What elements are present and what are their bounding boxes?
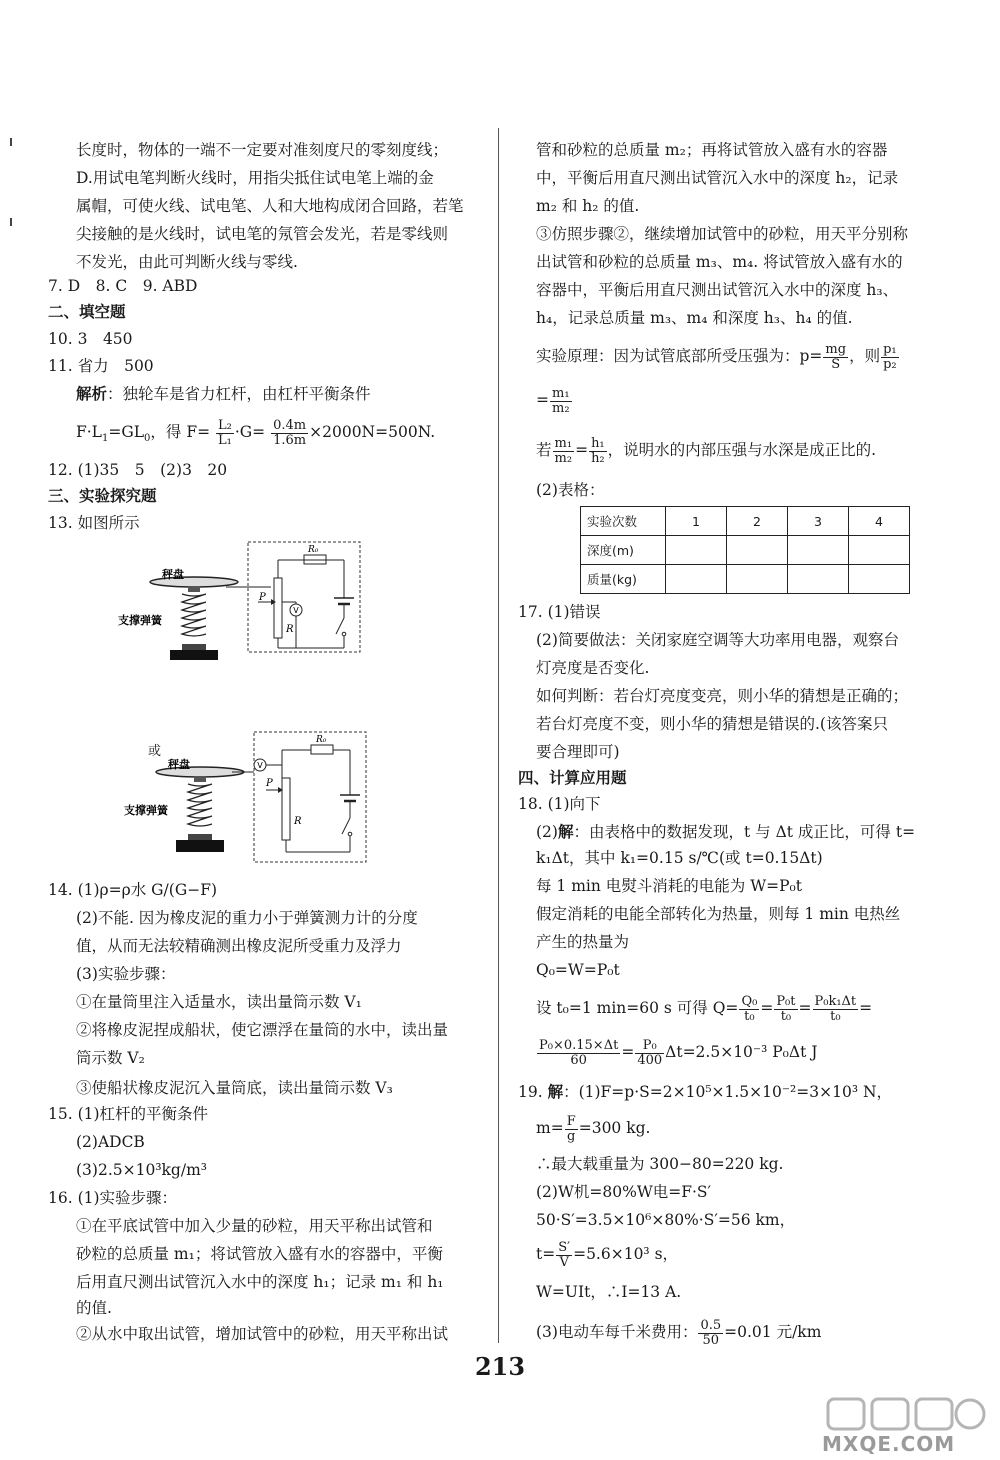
table-row — [581, 507, 910, 536]
numerator: mg — [825, 341, 847, 357]
text-part: ，说明水的内部压强与水深是成正比的. — [607, 441, 877, 459]
text-part: ：(1)F=p·S=2×10⁵×1.5×10⁻²=3×10³ N， — [563, 1083, 893, 1101]
table-cell — [666, 565, 727, 594]
answer-17-3: 如何判断：若台灯亮度变亮，则小华的猜想是正确的； — [536, 687, 909, 705]
table-row — [581, 565, 910, 594]
answer-14-2b: 值，从而无法较精确测出橡皮泥所受重力及浮力 — [76, 937, 402, 955]
circuit-diagram — [126, 730, 426, 870]
step-16-1c: 后用直尺测出试管沉入水中的深度 h₁；记录 m₁ 和 h₁ — [76, 1273, 444, 1291]
equals: = — [798, 999, 812, 1017]
denominator: t₀ — [830, 1008, 841, 1024]
denominator: V — [559, 1254, 569, 1270]
text-line: 管和砂粒的总质量 m₂；再将试管放入盛有水的容器 — [536, 141, 888, 159]
section-heading-fill-in: 二、填空题 — [48, 303, 126, 321]
fraction — [553, 437, 575, 466]
numerator: 0.5 — [700, 1317, 722, 1333]
analysis-11 — [76, 384, 371, 404]
text-part: m= — [536, 1119, 564, 1137]
numerator: 0.4m — [273, 417, 307, 433]
answer-17-3c: 要合理即可) — [536, 743, 620, 761]
p-label: P — [266, 778, 273, 789]
answer-19-5: 50·S′=3.5×10⁶×80%·S′=56 km， — [536, 1211, 796, 1229]
data-table — [580, 506, 910, 594]
denominator: m₂ — [552, 400, 570, 416]
voltmeter-label: V — [293, 606, 299, 615]
answer-11: 11. 省力 500 — [48, 357, 154, 375]
table-cell — [727, 536, 788, 565]
answer-18-7: Q₀=W=P₀t — [536, 961, 620, 979]
text-line: m₂ 和 h₂ 的值. — [536, 197, 640, 215]
answer-19-7: W=UIt，∴I=13 A. — [536, 1283, 682, 1301]
margin-mark — [10, 138, 12, 146]
step-16-1b: 砂粒的总质量 m₁；将试管放入盛有水的容器中，平衡 — [76, 1245, 443, 1263]
conclusion-line — [536, 432, 876, 468]
answer-18-1: 18. (1)向下 — [518, 795, 601, 813]
r-label: R — [294, 816, 302, 827]
step-16-2: ②从水中取出试管，增加试管中的砂粒，用天平称出试 — [76, 1325, 449, 1343]
text-part: Δt=2.5×10⁻³ P₀Δt J — [665, 1043, 818, 1061]
step-2: ②将橡皮泥捏成船状，使它漂浮在量筒的水中，读出量 — [76, 1021, 449, 1039]
table-cell — [727, 565, 788, 594]
numerator: P₀k₁Δt — [814, 993, 857, 1009]
table-cell: 实验次数 — [581, 507, 666, 536]
table-label: (2)表格： — [536, 481, 605, 499]
formula-part: ×2000N=500N. — [309, 423, 436, 441]
table-cell — [849, 536, 910, 565]
numerator: P₀t — [776, 993, 796, 1009]
answer-19-8 — [536, 1314, 821, 1350]
step-16-1d: 的值. — [76, 1299, 112, 1317]
denominator: g — [567, 1128, 576, 1144]
answer-7-9: 7. D 8. C 9. ABD — [48, 277, 198, 295]
analysis-label: 解析 — [76, 384, 108, 403]
step-2b: 筒示数 V₂ — [76, 1049, 145, 1067]
answer-12: 12. (1)35 5 (2)3 20 — [48, 461, 228, 479]
text-line: ③仿照步骤②，继续增加试管中的砂粒，用天平分别称 — [536, 225, 909, 243]
r0-label: R₀ — [308, 545, 319, 555]
text-part: =5.6×10³ s， — [573, 1245, 679, 1263]
spring-label: 支撑弹簧 — [118, 614, 162, 627]
fraction — [813, 995, 859, 1024]
numerator: m₁ — [552, 385, 570, 401]
answer-15-3: (3)2.5×10³kg/m³ — [76, 1161, 207, 1179]
answer-14-1: 14. (1)ρ=ρ水 G/(G−F) — [48, 881, 217, 899]
fraction — [537, 1039, 620, 1068]
denominator: h₂ — [591, 450, 605, 466]
answer-17-3b: 若台灯亮度不变，则小华的猜想是错误的.(该答案只 — [536, 715, 888, 733]
text-line: h₄，记录总质量 m₃、m₄ 和深度 h₃、h₄ 的值. — [536, 309, 853, 327]
denominator: t₀ — [744, 1008, 755, 1024]
answer-18-4: 每 1 min 电熨斗消耗的电能为 W=P₀t — [536, 877, 802, 895]
equals: = — [621, 1043, 635, 1061]
denominator: 50 — [702, 1332, 720, 1348]
section-heading-calc: 四、计算应用题 — [518, 769, 627, 787]
column-divider — [498, 128, 499, 1343]
table-cell — [788, 565, 849, 594]
answer-16-1: 16. (1)实验步骤： — [48, 1189, 178, 1207]
numerator: p₁ — [883, 341, 897, 357]
text-part: ，则 — [849, 347, 881, 365]
table-cell: 3 — [788, 507, 849, 536]
spring-label: 支撑弹簧 — [124, 804, 168, 817]
fraction — [823, 343, 848, 372]
text-line: 不发光，由此可判断火线与零线. — [76, 253, 298, 271]
answer-18-3: k₁Δt，其中 k₁=0.15 s/℃(或 t=0.15Δt) — [536, 849, 823, 867]
circuit-figure-2 — [126, 730, 426, 870]
table-cell: 质量(kg) — [581, 565, 666, 594]
denominator: 400 — [637, 1052, 663, 1068]
table-cell: 深度(m) — [581, 536, 666, 565]
formula-part: ，得 F= — [150, 423, 211, 441]
fraction — [774, 995, 797, 1024]
circuit-diagram — [118, 540, 426, 680]
answer-19-4: (2)W机=80%W电=F·S′ — [536, 1183, 712, 1201]
text-part: 设 t₀=1 min=60 s 可得 Q= — [536, 999, 739, 1017]
equals: = — [760, 999, 774, 1017]
voltmeter-label: V — [257, 761, 263, 770]
pan-label: 秤盘 — [162, 568, 184, 581]
section-heading-experiment: 三、实验探究题 — [48, 487, 157, 505]
fraction — [698, 1319, 723, 1348]
text-part: t= — [536, 1245, 556, 1263]
page-number: 213 — [474, 1352, 526, 1381]
numerator: S′ — [558, 1239, 571, 1255]
text-line: 容器中，平衡后用直尺测出试管沉入水中的深度 h₃、 — [536, 281, 899, 299]
fraction — [635, 1039, 664, 1068]
table-cell — [788, 536, 849, 565]
text-part: = — [536, 391, 549, 409]
denominator: 60 — [570, 1052, 587, 1068]
table-cell: 1 — [666, 507, 727, 536]
pan-label: 秤盘 — [168, 758, 190, 771]
formula-part: F·L — [76, 423, 102, 441]
answer-19-2 — [536, 1110, 650, 1146]
fraction — [556, 1241, 572, 1270]
numerator: P₀×0.15×Δt — [539, 1037, 619, 1053]
answer-19-3: ∴最大载重量为 300−80=220 kg. — [536, 1155, 784, 1173]
fraction — [881, 343, 899, 372]
watermark-text: MXQE.COM — [822, 1432, 956, 1456]
formula-part: =GL — [108, 423, 145, 441]
answer-19-6 — [536, 1236, 678, 1272]
answer-13: 13. 如图所示 — [48, 514, 140, 532]
denominator: 1.6m — [273, 432, 307, 448]
text-line: 尖接触的是火线时，试电笔的氖管会发光，若是零线则 — [76, 225, 449, 243]
answer-17-2: (2)简要做法：关闭家庭空调等大功率用电器，观察台 — [536, 631, 899, 649]
denominator: t₀ — [780, 1008, 792, 1024]
text-part: 实验原理：因为试管底部所受压强为：p= — [536, 347, 823, 365]
step-3: ③使船状橡皮泥沉入量筒底，读出量筒示数 V₃ — [76, 1079, 393, 1097]
fraction — [550, 387, 572, 416]
answer-17-1: 17. (1)错误 — [518, 603, 601, 621]
text-part: ：由表格中的数据发现，t 与 Δt 成正比，可得 t= — [573, 823, 916, 841]
fraction — [589, 437, 607, 466]
fraction — [739, 995, 759, 1024]
formula-11: $F\cdot L_1=GL_0$，得 F= $\frac{\text{L₂}}{\text{L₁}}$ ·G= $\frac{0.4m}{1.6m}$ ×2000N=500N. — [76, 417, 436, 448]
answer-15-2: (2)ADCB — [76, 1133, 145, 1151]
answer-18-2 — [536, 822, 915, 842]
answer-10: 10. 3 450 — [48, 330, 133, 348]
answer-19-1 — [518, 1082, 892, 1102]
text-line: 属帽，可使火线、试电笔、人和大地构成闭合回路，若笔 — [76, 197, 464, 215]
text-line: 长度时，物体的一端不一定要对准刻度尺的零刻度线； — [76, 141, 449, 159]
principle-line-2 — [536, 382, 573, 418]
answer-14-3: (3)实验步骤： — [76, 965, 176, 983]
step-16-1: ①在平底试管中加入少量的砂粒，用天平称出试管和 — [76, 1217, 433, 1235]
circuit-figure-1 — [118, 540, 426, 680]
text-part: (3)电动车每千米费用： — [536, 1323, 698, 1341]
step-1: ①在量筒里注入适量水，读出量筒示数 V₁ — [76, 993, 362, 1011]
text-line: 出试管和砂粒的总质量 m₃、m₄. 将试管放入盛有水的 — [536, 253, 903, 271]
answer-18-5: 假定消耗的电能全部转化为热量，则每 1 min 电热丝 — [536, 905, 901, 923]
numerator: h₁ — [591, 435, 605, 451]
numerator: P₀ — [635, 1039, 664, 1054]
fraction — [271, 419, 308, 448]
text-line: D.用试电笔判断火线时，用指尖抵住试电笔上端的金 — [76, 169, 434, 187]
table-cell: 4 — [849, 507, 910, 536]
numerator: m₁ — [554, 435, 573, 451]
denominator: p₂ — [883, 356, 897, 372]
text-part: 19. — [518, 1083, 548, 1101]
table-row — [581, 536, 910, 565]
answer-18-9 — [536, 1034, 817, 1070]
fraction — [216, 419, 234, 448]
answer-18-6: 产生的热量为 — [536, 933, 630, 951]
equals: = — [859, 999, 873, 1017]
p-label: P — [259, 592, 266, 603]
formula-part: ·G= — [234, 423, 266, 441]
answer-17-2b: 灯亮度是否变化. — [536, 659, 650, 677]
numerator: Q₀ — [741, 993, 758, 1009]
table-cell — [849, 565, 910, 594]
solution-label: 解 — [557, 822, 574, 841]
r0-label: R₀ — [316, 735, 327, 745]
text-part: 若 — [536, 441, 552, 459]
answer-14-2: (2)不能. 因为橡皮泥的重力小于弹簧测力计的分度 — [76, 909, 418, 927]
denominator: S — [831, 356, 841, 372]
fraction — [565, 1115, 578, 1144]
table-cell — [666, 536, 727, 565]
answer-15-1: 15. (1)杠杆的平衡条件 — [48, 1105, 209, 1123]
denominator: L₁ — [218, 432, 232, 448]
answer-18-8 — [536, 990, 872, 1026]
text-part: =0.01 元/km — [724, 1323, 822, 1341]
data-table-wrapper — [580, 506, 910, 594]
numerator: L₂ — [218, 417, 232, 433]
text-part: (2) — [536, 823, 558, 841]
margin-mark — [10, 218, 12, 226]
text-part: = — [575, 441, 589, 459]
table-cell: 2 — [727, 507, 788, 536]
text-line: 中，平衡后用直尺测出试管沉入水中的深度 h₂，记录 — [536, 169, 899, 187]
text-part: =300 kg. — [578, 1119, 651, 1137]
r-label: R — [286, 624, 294, 635]
denominator: m₂ — [554, 450, 573, 466]
analysis-text: ：独轮车是省力杠杆，由杠杆平衡条件 — [107, 385, 371, 403]
solution-label: 解 — [547, 1082, 564, 1101]
numerator: F — [566, 1113, 576, 1129]
principle-line — [536, 338, 900, 374]
or-label: 或 — [148, 744, 162, 759]
